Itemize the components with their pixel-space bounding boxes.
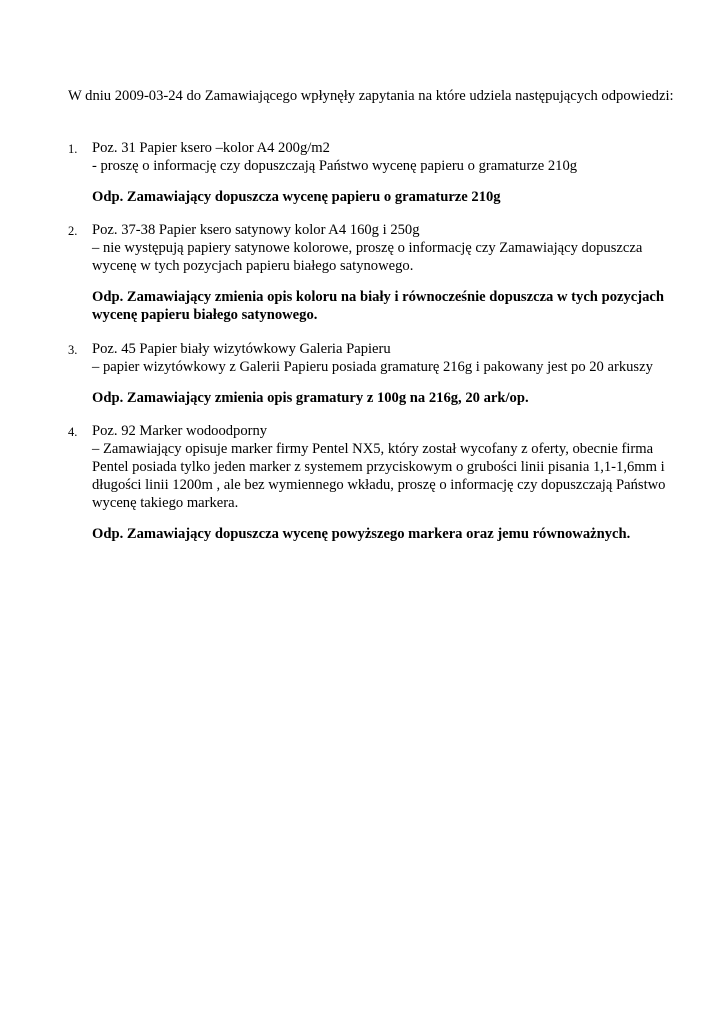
item-number: 2. xyxy=(68,224,78,238)
item-answer-line: wycenę papieru białego satynowego. xyxy=(92,307,318,323)
item-number: 1. xyxy=(68,142,78,156)
item-number: 3. xyxy=(68,343,78,357)
item-answer-line: Odp. Zamawiający zmienia opis gramatury z 100g na 216g, 20 ark/op. xyxy=(92,390,529,406)
item-question: wycenę w tych pozycjach papieru białego satynowego. xyxy=(92,258,414,274)
item-body xyxy=(92,221,692,324)
item-answer-line: Odp. Zamawiający zmienia opis koloru na biały i równocześnie dopuszcza w tych pozycjach xyxy=(92,289,664,305)
item-body xyxy=(92,139,692,206)
item-answer xyxy=(92,288,692,324)
intro-paragraph: W dniu 2009-03-24 do Zamawiającego wpłynęły zapytania na które udziela następujących odpowiedzi: xyxy=(68,88,674,104)
item-title: Poz. 92 Marker wodoodporny xyxy=(92,423,268,439)
item-answer xyxy=(92,389,692,407)
item-number: 4. xyxy=(68,425,78,439)
item-answer-line: Odp. Zamawiający dopuszcza wycenę powyższego markera oraz jemu równoważnych. xyxy=(92,526,631,542)
item-question: – nie występują papiery satynowe kolorowe, proszę o informację czy Zamawiający dopuszcza xyxy=(92,240,643,256)
item-title: Poz. 37-38 Papier ksero satynowy kolor A4 160g i 250g xyxy=(92,222,420,238)
item-question: Pentel posiada tylko jeden marker z systemem przyciskowym o grubości linii pisania 1,1-1,6mm i xyxy=(92,459,665,475)
item-answer xyxy=(92,525,692,543)
item-title: Poz. 45 Papier biały wizytówkowy Galeria Papieru xyxy=(92,341,391,357)
item-question: – papier wizytówkowy z Galerii Papieru posiada gramaturę 216g i pakowany jest po 20 arkuszy xyxy=(92,359,653,375)
item-answer-line: Odp. Zamawiający dopuszcza wycenę papieru o gramaturze 210g xyxy=(92,189,501,205)
item-question: – Zamawiający opisuje marker firmy Pentel NX5, który został wycofany z oferty, obecnie firma xyxy=(92,441,654,457)
item-question: długości linii 1200m , ale bez wymiennego wkładu, proszę o informację czy dopuszczają Państwo xyxy=(92,477,666,493)
item-question: wycenę takiego markera. xyxy=(92,495,239,511)
item-body xyxy=(92,340,692,407)
item-answer xyxy=(92,188,692,206)
item-body xyxy=(92,422,692,543)
item-title: Poz. 31 Papier ksero –kolor A4 200g/m2 xyxy=(92,140,330,156)
item-question: - proszę o informację czy dopuszczają Państwo wycenę papieru o gramaturze 210g xyxy=(92,158,578,174)
